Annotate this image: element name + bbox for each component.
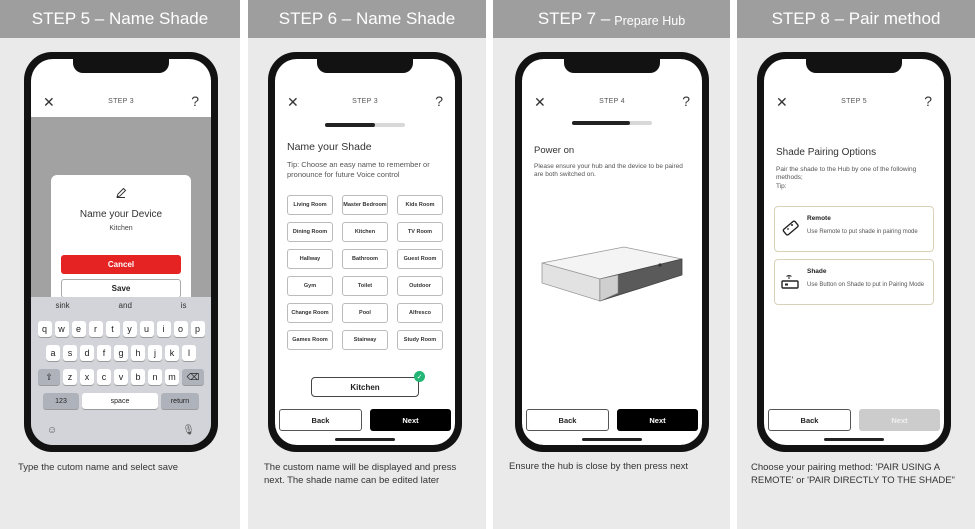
phone-screen [522,59,702,445]
screen-topbar [764,93,944,113]
key[interactable]: c [97,369,111,385]
room-chip[interactable]: Dining Room [287,222,333,242]
phone-notch [806,59,902,73]
screen-step-label: STEP 3 [108,98,134,105]
page-title: Name your Shade [287,141,372,153]
option-description: Use Remote to put shade in pairing mode [807,229,918,235]
room-chip[interactable]: Living Room [287,195,333,215]
step8-caption: Choose your pairing method: 'PAIR USING A REMOTE' or 'PAIR DIRECTLY TO THE SHADE" [751,462,955,486]
close-icon[interactable]: ✕ [287,94,299,110]
key[interactable]: p [191,321,205,337]
close-icon[interactable]: ✕ [534,94,546,110]
phone-frame [515,52,709,452]
phone-frame [24,52,218,452]
phone-notch [564,59,660,73]
screen-topbar [275,93,455,113]
option-description: Use Button on Shade to put in Pairing Mode [807,282,925,288]
key[interactable]: k [165,345,179,361]
back-button[interactable]: Back [526,409,609,431]
key[interactable]: t [106,321,120,337]
progress-fill [325,123,375,127]
shade-motor-icon [779,270,801,292]
key[interactable]: s [63,345,77,361]
keyboard-row-2 [31,345,211,361]
step8-panel [737,0,975,529]
back-button[interactable]: Back [768,409,851,431]
check-icon: ✓ [414,371,425,382]
backspace-key-icon[interactable]: ⌫ [182,369,204,385]
hub-device-image [536,239,686,329]
suggestion-item[interactable]: is [180,301,187,310]
tip-text: Tip: Choose an easy name to remember or pronounce for future Voice control [287,160,430,179]
back-button[interactable]: Back [279,409,362,431]
step7-caption: Ensure the hub is close by then press next [509,461,689,472]
bottom-nav [526,409,698,431]
step7-header [493,0,730,38]
step7-panel [493,0,730,529]
pairing-option-shade[interactable] [774,259,934,305]
progress-bar [325,123,405,127]
step7-header-title: STEP 7 – [537,9,611,28]
return-key[interactable]: return [161,393,199,409]
step5-panel [0,0,240,529]
room-chip[interactable]: Guest Room [397,249,443,269]
keyboard-row-4 [31,393,211,409]
next-button[interactable]: Next [370,409,451,431]
phone-frame [268,52,462,452]
step6-header [248,0,486,38]
screen-step-label: STEP 3 [352,98,378,105]
keyboard-bottom-bar [47,425,195,439]
step6-header-title: STEP 6 – Name Shade [278,9,456,28]
save-button[interactable]: Save [61,279,181,298]
space-key[interactable]: space [82,393,158,409]
selected-name-field[interactable]: Kitchen [311,377,419,397]
step8-header [737,0,975,38]
key[interactable]: f [97,345,111,361]
page-title: Shade Pairing Options [776,147,877,158]
step7-header-subtitle: Prepare Hub [614,13,686,28]
keyboard-row-3 [31,369,211,385]
instruction-text: Please ensure your hub and the device to be paired are both switched on. [534,163,683,179]
key[interactable]: y [123,321,137,337]
next-button[interactable]: Next [617,409,698,431]
help-icon[interactable]: ? [924,93,932,109]
phone-notch [317,59,413,73]
key[interactable]: b [131,369,145,385]
key[interactable]: o [174,321,188,337]
key[interactable]: z [63,369,77,385]
onscreen-keyboard [31,297,211,445]
key[interactable]: i [157,321,171,337]
key[interactable]: n [148,369,162,385]
room-chip[interactable]: Master Bedroom [342,195,388,215]
room-chip[interactable]: Games Room [287,330,333,350]
screen-step-label: STEP 5 [841,98,867,105]
room-chip[interactable]: Hallway [287,249,333,269]
help-icon[interactable]: ? [191,93,199,109]
phone-notch [73,59,169,73]
room-chip[interactable]: Change Room [287,303,333,323]
room-chip[interactable]: Outdoor [397,276,443,296]
key[interactable]: h [131,345,145,361]
screen-step-label: STEP 4 [599,98,625,105]
phone-screen [275,59,455,445]
cancel-button[interactable]: Cancel [61,255,181,274]
screen-topbar [31,93,211,113]
home-indicator [335,438,395,441]
next-button[interactable]: Next [859,409,940,431]
suggestion-item[interactable]: sink [55,301,70,310]
step5-caption: Type the cutom name and select save [18,462,179,473]
key[interactable]: d [80,345,94,361]
room-chip[interactable]: Kitchen [342,222,388,242]
room-chip[interactable]: Stairway [342,330,388,350]
room-name-grid [287,195,443,350]
option-title: Remote [807,215,831,222]
key[interactable]: e [72,321,86,337]
dialog-title: Name your Device [79,209,163,220]
page-title: Power on [534,145,575,156]
key[interactable]: r [89,321,103,337]
phone-screen [31,59,211,445]
remote-icon [779,217,801,239]
screen-topbar [522,93,702,113]
step6-panel [248,0,486,529]
device-name-input[interactable]: Kitchen [109,225,133,232]
phone-frame [757,52,951,452]
home-indicator [582,438,642,441]
emoji-icon[interactable]: ☺ [47,425,58,436]
phone-screen [764,59,944,445]
bottom-nav [279,409,451,431]
option-title: Shade [807,268,827,275]
key[interactable]: x [80,369,94,385]
room-chip[interactable]: Pool [342,303,388,323]
room-chip[interactable]: TV Room [397,222,443,242]
key[interactable]: l [182,345,196,361]
keyboard-row-1 [31,321,211,337]
progress-bar [572,121,652,125]
suggestion-item[interactable]: and [118,301,132,310]
key[interactable]: a [46,345,60,361]
pen-icon [51,187,191,202]
close-icon[interactable]: ✕ [776,94,788,110]
key[interactable]: g [114,345,128,361]
room-chip[interactable]: Kids Room [397,195,443,215]
close-icon[interactable]: ✕ [43,94,55,110]
microphone-icon[interactable]: 🎙 [182,425,195,436]
pairing-option-remote[interactable] [774,206,934,252]
instruction-text: Pair the shade to the Hub by one of the following methods; Tip: [776,166,917,190]
shift-key-icon[interactable]: ⇧ [38,369,60,385]
room-chip[interactable]: Alfresco [397,303,443,323]
room-chip[interactable]: Bathroom [342,249,388,269]
keyboard-suggestions [31,301,211,315]
step6-caption: The custom name will be displayed and press next. The shade name can be edited later [264,462,457,486]
room-chip[interactable]: Gym [287,276,333,296]
help-icon[interactable]: ? [435,93,443,109]
step8-header-title: STEP 8 – Pair method [771,9,941,28]
key[interactable]: j [148,345,162,361]
step5-header-title: STEP 5 – Name Shade [31,9,209,28]
home-indicator [824,438,884,441]
name-device-dialog [51,175,191,305]
key[interactable]: q [38,321,52,337]
key[interactable]: m [165,369,179,385]
progress-fill [572,121,630,125]
bottom-nav [768,409,940,431]
room-chip[interactable]: Study Room [397,330,443,350]
numbers-key[interactable]: 123 [43,393,79,409]
key[interactable]: w [55,321,69,337]
key[interactable]: u [140,321,154,337]
help-icon[interactable]: ? [682,93,690,109]
step5-header [0,0,240,38]
room-chip[interactable]: Toilet [342,276,388,296]
key[interactable]: v [114,369,128,385]
